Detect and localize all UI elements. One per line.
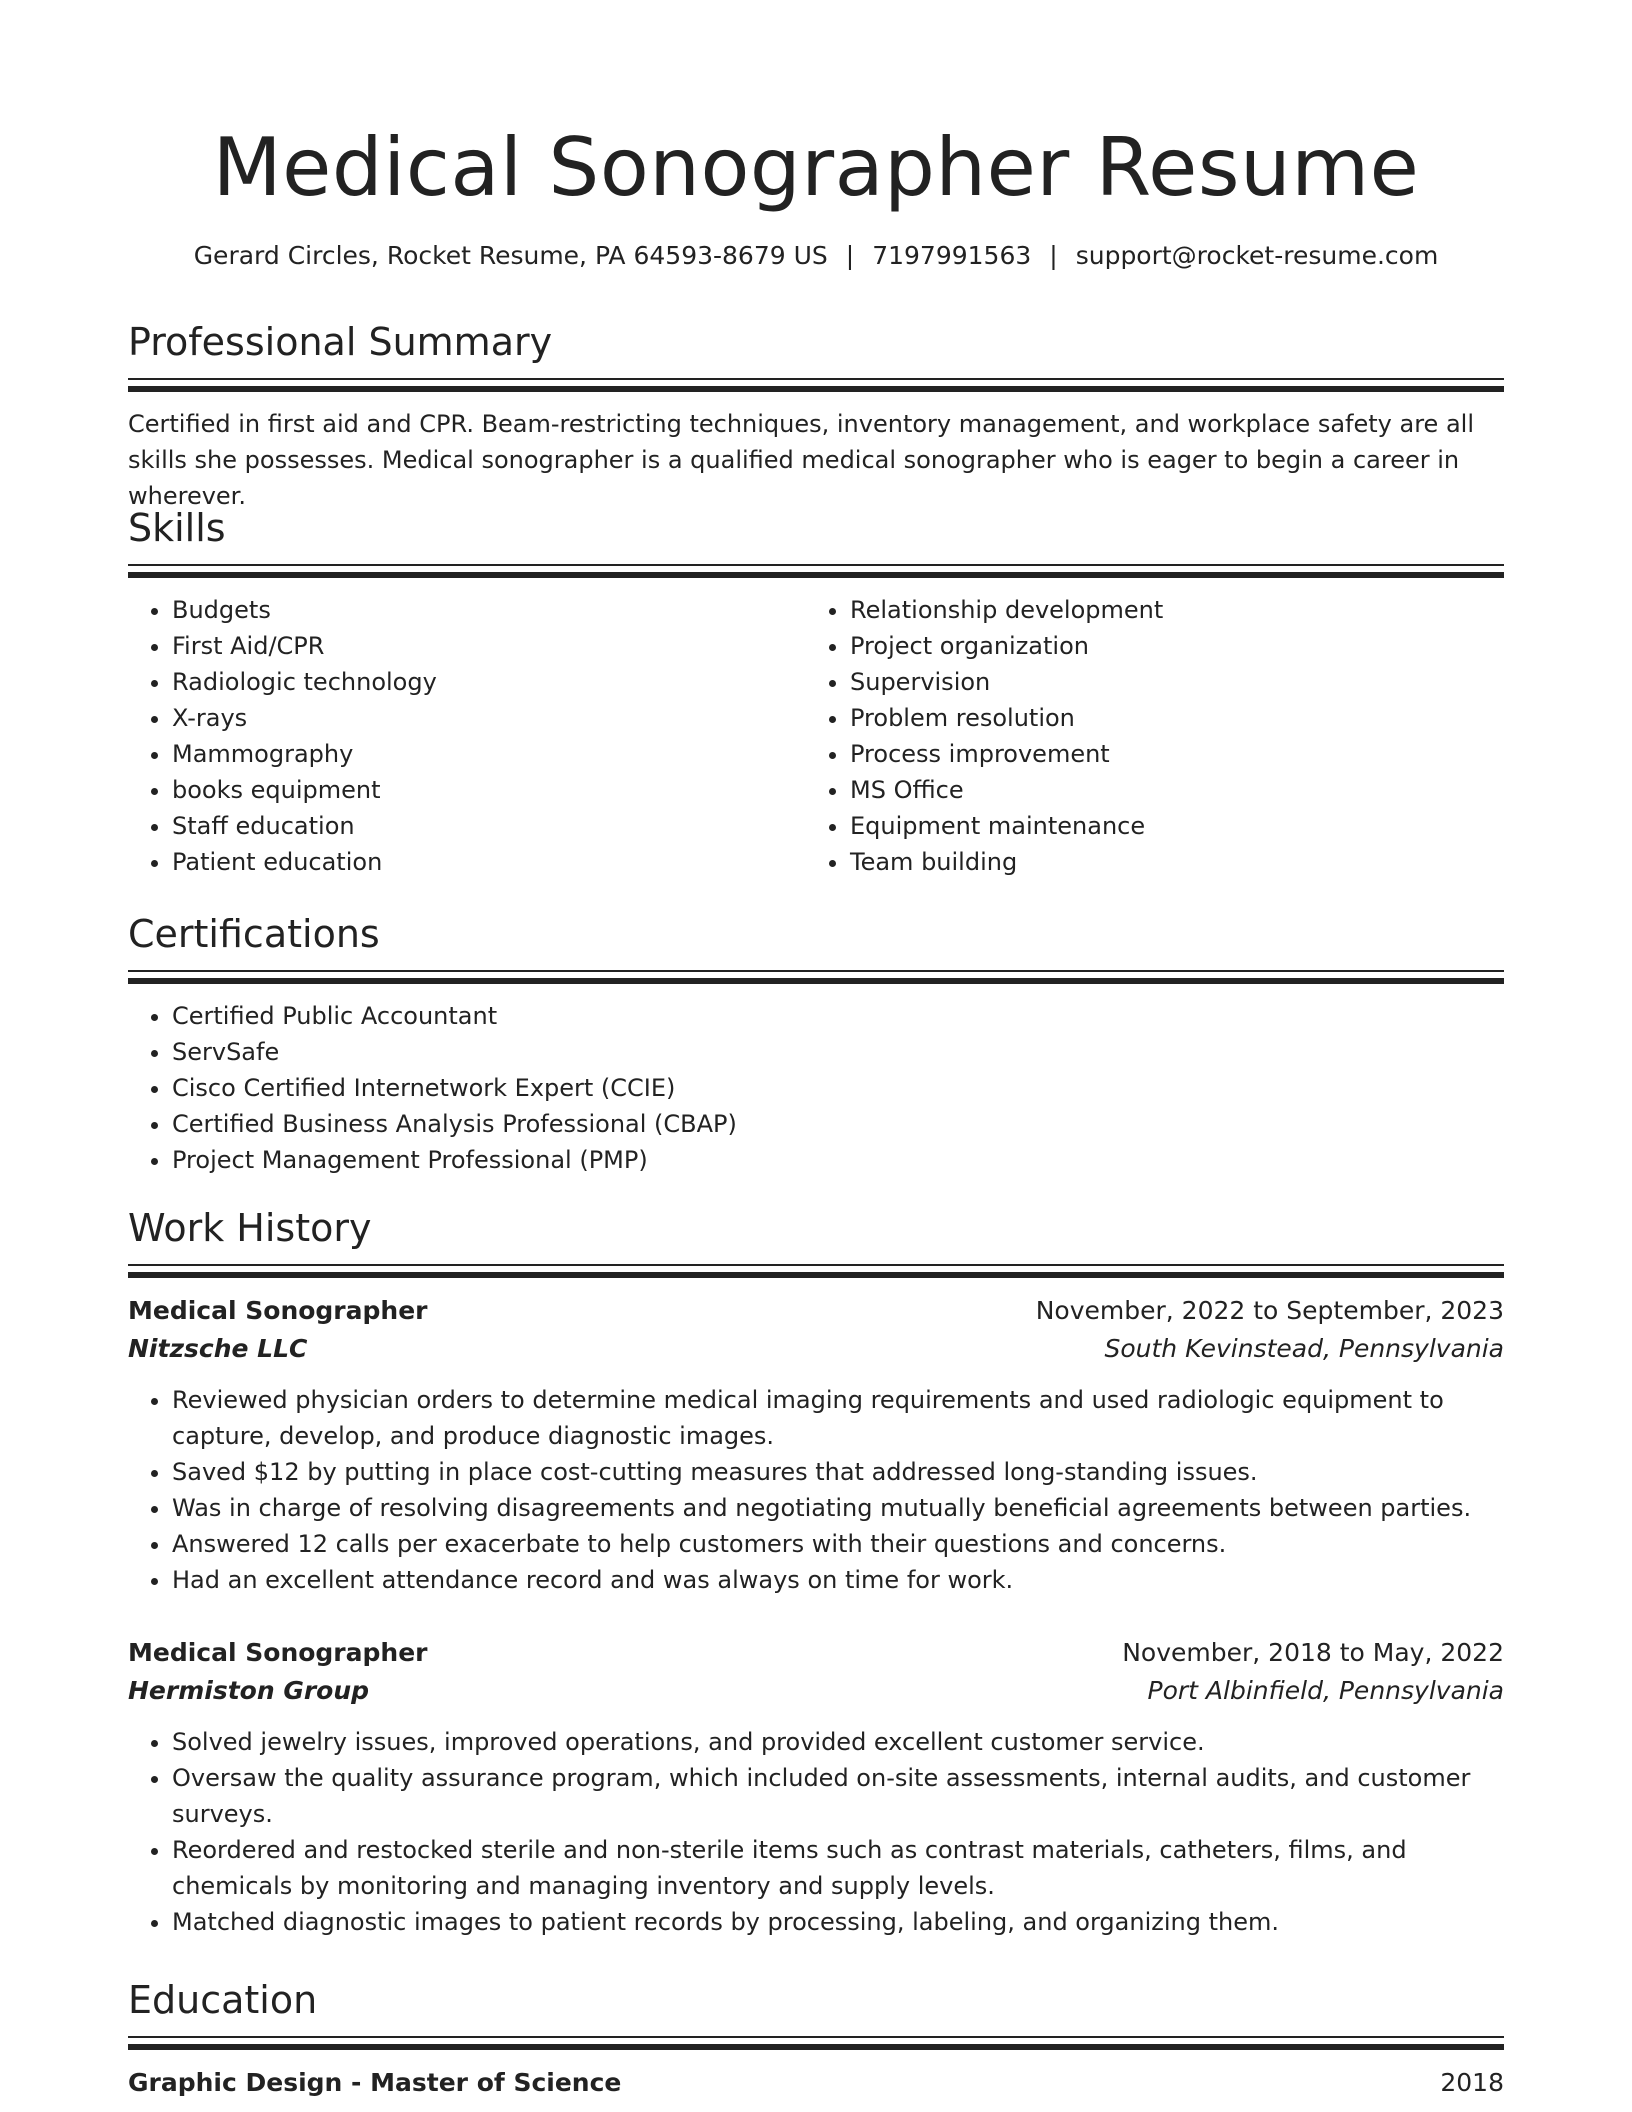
skill-item: • MS Office <box>850 772 1484 808</box>
heading-rule-thin <box>128 2036 1504 2038</box>
education-heading: Education <box>128 1978 318 2022</box>
resume-title: Medical Sonographer Resume <box>212 121 1420 214</box>
job-bullet: • Answered 12 calls per exacerbate to help customers with their questions and concerns. <box>172 1526 1504 1562</box>
skill-item: • Supervision <box>850 664 1484 700</box>
contact-separator: | <box>1049 241 1058 270</box>
education-section <box>128 1976 1504 2102</box>
heading-rule-thin <box>128 1264 1504 1266</box>
education-degree: Graphic Design - Master of Science <box>128 2068 622 2097</box>
education-entry <box>128 2064 1504 2102</box>
job-subheader <box>128 1672 1504 1710</box>
skill-item: • books equipment <box>172 772 806 808</box>
skill-item: • Patient education <box>172 844 806 880</box>
contact-phone: 7197991563 <box>872 241 1032 270</box>
job-header <box>128 1634 1504 1672</box>
heading-rule-thick <box>128 386 1504 392</box>
heading-rule-thick <box>128 1272 1504 1278</box>
job-title: Medical Sonographer <box>128 1638 428 1667</box>
job-bullet: • Reordered and restocked sterile and non-sterile items such as contrast materials, catheters, films, and chemicals by monitoring and managing inventory and supply levels. <box>172 1832 1504 1904</box>
job-bullet: • Had an excellent attendance record and was always on time for work. <box>172 1562 1504 1598</box>
job-entry <box>128 1292 1504 1598</box>
skill-item: • Project organization <box>850 628 1484 664</box>
work-history-section <box>128 1204 1504 1940</box>
contact-separator: | <box>845 241 855 270</box>
skill-item: • Radiologic technology <box>172 664 806 700</box>
certifications-list <box>128 998 1504 1178</box>
summary-text: Certified in first aid and CPR. Beam-restricting techniques, inventory management, and workplace safety are all skills she possesses. Medical sonographer is a qualified medical sonographer who is eager to begin a career in wherever. <box>128 410 1474 510</box>
summary-heading: Professional Summary <box>128 320 553 364</box>
skill-item: • Team building <box>850 844 1484 880</box>
job-location: South Kevinstead, Pennsylvania <box>1104 1334 1504 1363</box>
job-bullet: • Saved $12 by putting in place cost-cutting measures that addressed long-standing issues. <box>172 1454 1504 1490</box>
job-bullet: • Reviewed physician orders to determine medical imaging requirements and used radiologic equipment to capture, develop, and produce diagnostic images. <box>172 1382 1504 1454</box>
certification-item: • Project Management Professional (PMP) <box>172 1142 1504 1178</box>
certification-item: • Certified Public Accountant <box>172 998 1504 1034</box>
skill-item: • Staff education <box>172 808 806 844</box>
certification-item: • Cisco Certified Internetwork Expert (CCIE) <box>172 1070 1504 1106</box>
education-year: 2018 <box>1440 2068 1504 2097</box>
skill-item: • Problem resolution <box>850 700 1484 736</box>
skill-item: • Mammography <box>172 736 806 772</box>
contact-email: support@rocket-resume.com <box>1075 241 1439 270</box>
skill-item: • X-rays <box>172 700 806 736</box>
heading-rule-thin <box>128 564 1504 566</box>
skills-list-left <box>128 592 806 880</box>
skill-item: • Budgets <box>172 592 806 628</box>
skill-item: • Equipment maintenance <box>850 808 1484 844</box>
contact-address: Gerard Circles, Rocket Resume, PA 64593-8679 US <box>193 241 828 270</box>
job-bullets <box>128 1724 1504 1940</box>
skills-list-right <box>806 592 1484 880</box>
job-bullet: • Matched diagnostic images to patient records by processing, labeling, and organizing them. <box>172 1904 1504 1940</box>
certification-item: • Certified Business Analysis Professional (CBAP) <box>172 1106 1504 1142</box>
certification-item: • ServSafe <box>172 1034 1504 1070</box>
heading-rule-thick <box>128 978 1504 984</box>
skills-section <box>128 504 1504 880</box>
job-location: Port Albinfield, Pennsylvania <box>1147 1676 1504 1705</box>
certifications-heading: Certifications <box>128 912 380 956</box>
job-subheader <box>128 1330 1504 1368</box>
skill-item: • First Aid/CPR <box>172 628 806 664</box>
job-bullet: • Oversaw the quality assurance program, which included on-site assessments, internal audits, and customer surveys. <box>172 1760 1504 1832</box>
job-dates: November, 2022 to September, 2023 <box>1035 1296 1504 1325</box>
job-company: Nitzsche LLC <box>128 1334 308 1363</box>
job-dates: November, 2018 to May, 2022 <box>1122 1638 1504 1667</box>
heading-rule-thin <box>128 378 1504 380</box>
work-history-heading: Work History <box>128 1206 372 1250</box>
job-header <box>128 1292 1504 1330</box>
summary-section <box>128 318 1504 514</box>
heading-rule-thick <box>128 2044 1504 2050</box>
skills-columns <box>128 578 1504 880</box>
certifications-section <box>128 910 1504 1178</box>
job-entry <box>128 1634 1504 1940</box>
job-bullet: • Was in charge of resolving disagreements and negotiating mutually beneficial agreements between parties. <box>172 1490 1504 1526</box>
skills-heading: Skills <box>128 506 226 550</box>
skill-item: • Process improvement <box>850 736 1484 772</box>
contact-line <box>128 238 1504 274</box>
job-bullet: • Solved jewelry issues, improved operations, and provided excellent customer service. <box>172 1724 1504 1760</box>
job-company: Hermiston Group <box>128 1676 370 1705</box>
job-title: Medical Sonographer <box>128 1296 428 1325</box>
skill-item: • Relationship development <box>850 592 1484 628</box>
job-bullets <box>128 1382 1504 1598</box>
heading-rule-thin <box>128 970 1504 972</box>
